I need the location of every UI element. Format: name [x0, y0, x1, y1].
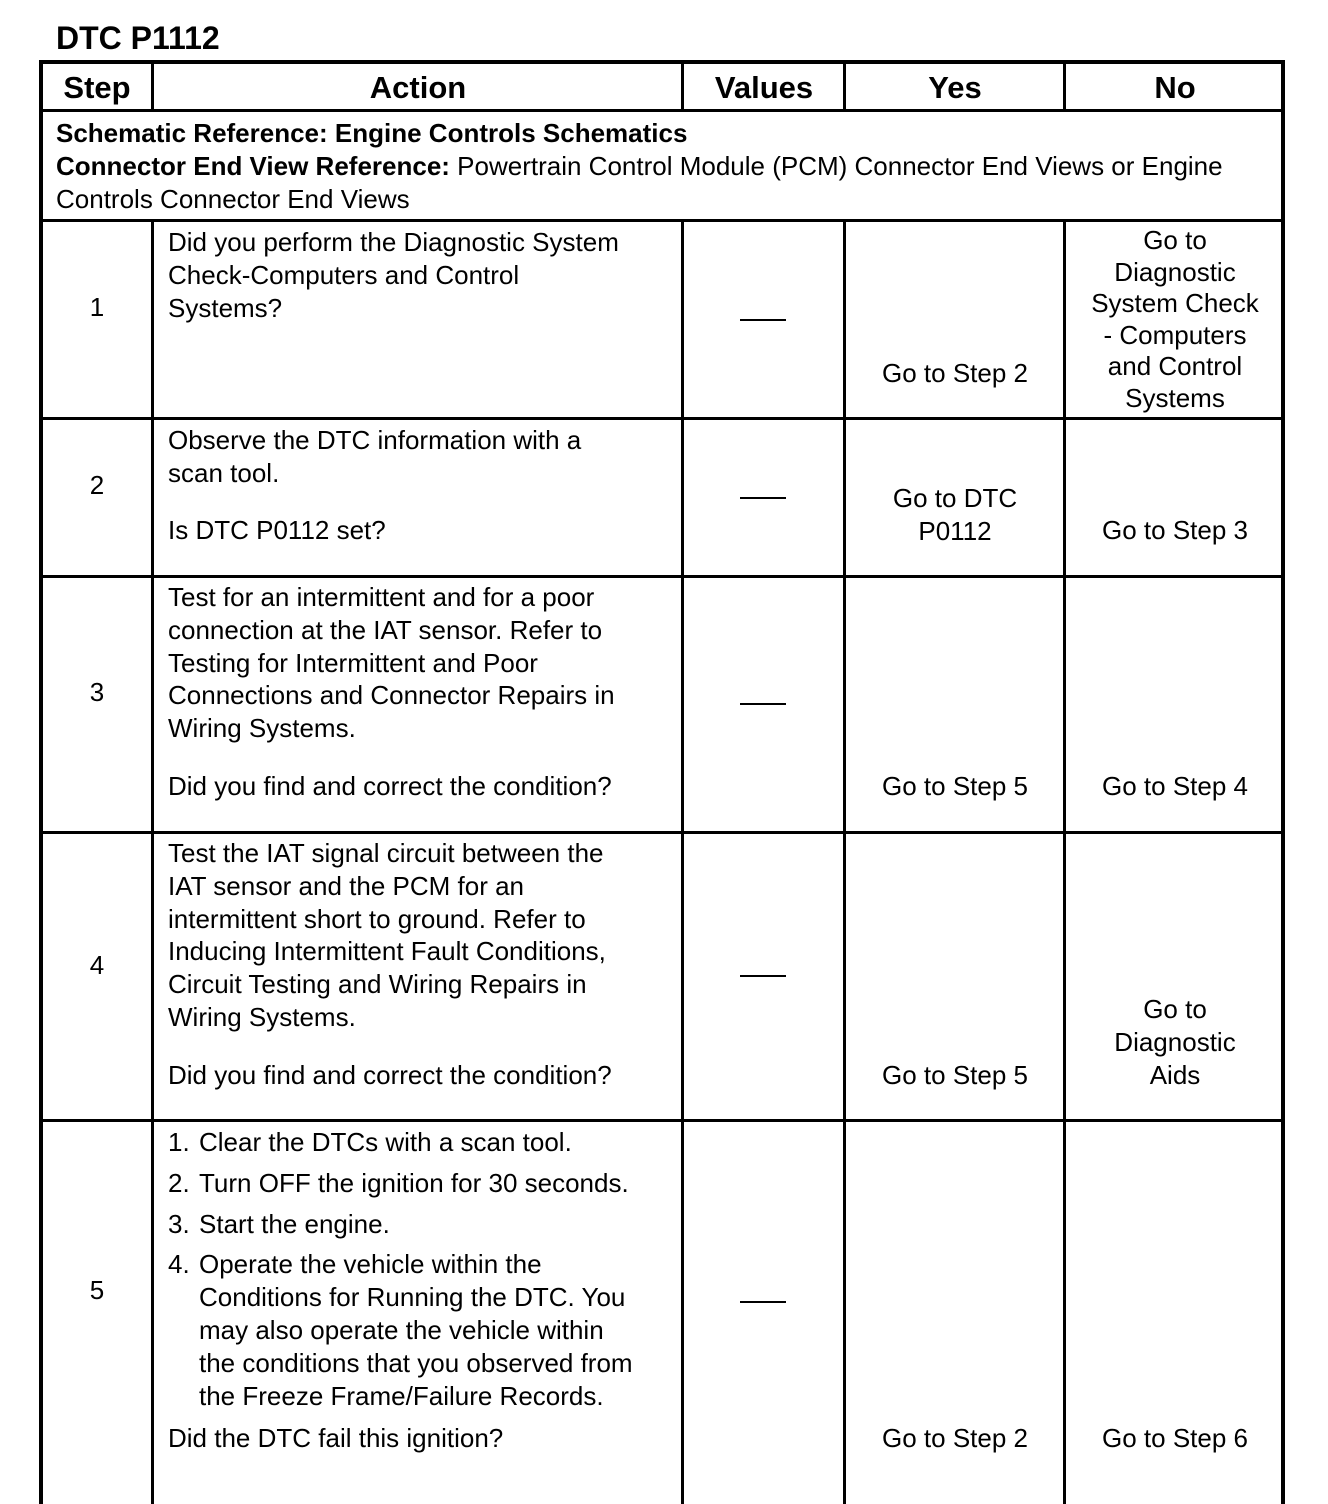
action-question: Is DTC P0112 set? [168, 515, 386, 545]
value-dash [740, 319, 786, 321]
value-dash [740, 975, 786, 977]
header-yes: Yes [928, 70, 982, 105]
reference-divider [39, 219, 1285, 222]
no-action: Go to Diagnostic Aids [1114, 994, 1236, 1090]
step-number: 2 [89, 470, 105, 500]
list-item: 4. Operate the vehicle within the Conditions for Running the DTC. You may also operate the vehicle within the conditions that you observed from the Freeze Frame/Failure Records. [168, 1249, 633, 1411]
connector-reference-text: Powertrain Control Module (PCM) Connector End Views or Engine Controls Connector End Views [56, 151, 1223, 214]
value-dash [740, 497, 786, 499]
row-divider [39, 417, 1285, 420]
list-item: 1. Clear the DTCs with a scan tool. [168, 1127, 572, 1157]
step-number: 4 [89, 950, 105, 980]
header-no: No [1154, 70, 1196, 105]
header-values: Values [714, 70, 814, 105]
action-question: Did you find and correct the condition? [168, 1060, 612, 1090]
no-action: Go to Step 6 [1102, 1423, 1248, 1453]
page-title: DTC P1112 [56, 20, 220, 56]
action-text: Did you perform the Diagnostic System Check-Computers and Control Systems? [168, 227, 619, 323]
yes-action: Go to Step 2 [882, 1423, 1028, 1453]
schematic-reference: Schematic Reference: Engine Controls Schematics [56, 118, 688, 148]
action-list [168, 1126, 673, 1412]
step-number: 1 [89, 292, 105, 322]
value-dash [740, 1301, 786, 1303]
column-divider [681, 219, 684, 1504]
no-action: Go to Step 4 [1102, 771, 1248, 801]
step-number: 5 [89, 1275, 105, 1305]
column-divider [843, 219, 846, 1504]
row-divider [39, 831, 1285, 834]
action-text: Test the IAT signal circuit between the IAT sensor and the PCM for an intermittent short to ground. Refer to Inducing Intermittent Fault Conditions, Circuit Testing and Wiring Repairs in Wiring Systems. [168, 838, 606, 1032]
list-item: 2. Turn OFF the ignition for 30 seconds. [168, 1167, 629, 1198]
no-action: Go to Diagnostic System Check - Computers and Control Systems [1091, 225, 1259, 413]
connector-reference-label: Connector End View Reference: [56, 151, 450, 181]
yes-action: Go to Step 2 [882, 358, 1028, 388]
yes-action: Go to Step 5 [882, 1060, 1028, 1090]
yes-action: Go to Step 5 [882, 771, 1028, 801]
no-action: Go to Step 3 [1102, 515, 1248, 545]
column-divider [1063, 219, 1066, 1504]
list-item: 3. Start the engine. [168, 1208, 390, 1239]
action-text: Observe the DTC information with a scan tool. [168, 425, 582, 488]
row-divider [39, 575, 1285, 578]
value-dash [740, 703, 786, 705]
action-question: Did you find and correct the condition? [168, 771, 612, 801]
header-step: Step [63, 70, 131, 105]
header-action: Action [369, 70, 467, 105]
action-question: Did the DTC fail this ignition? [168, 1423, 504, 1453]
yes-action: Go to DTC P0112 [892, 483, 1018, 546]
column-divider [151, 219, 154, 1504]
reference-block [56, 117, 1266, 216]
row-divider [39, 1119, 1285, 1122]
step-number: 3 [89, 677, 105, 707]
action-text: Test for an intermittent and for a poor connection at the IAT sensor. Refer to Testing for Intermittent and Poor Connections and Connector Repairs in Wiring Systems. [168, 582, 615, 744]
